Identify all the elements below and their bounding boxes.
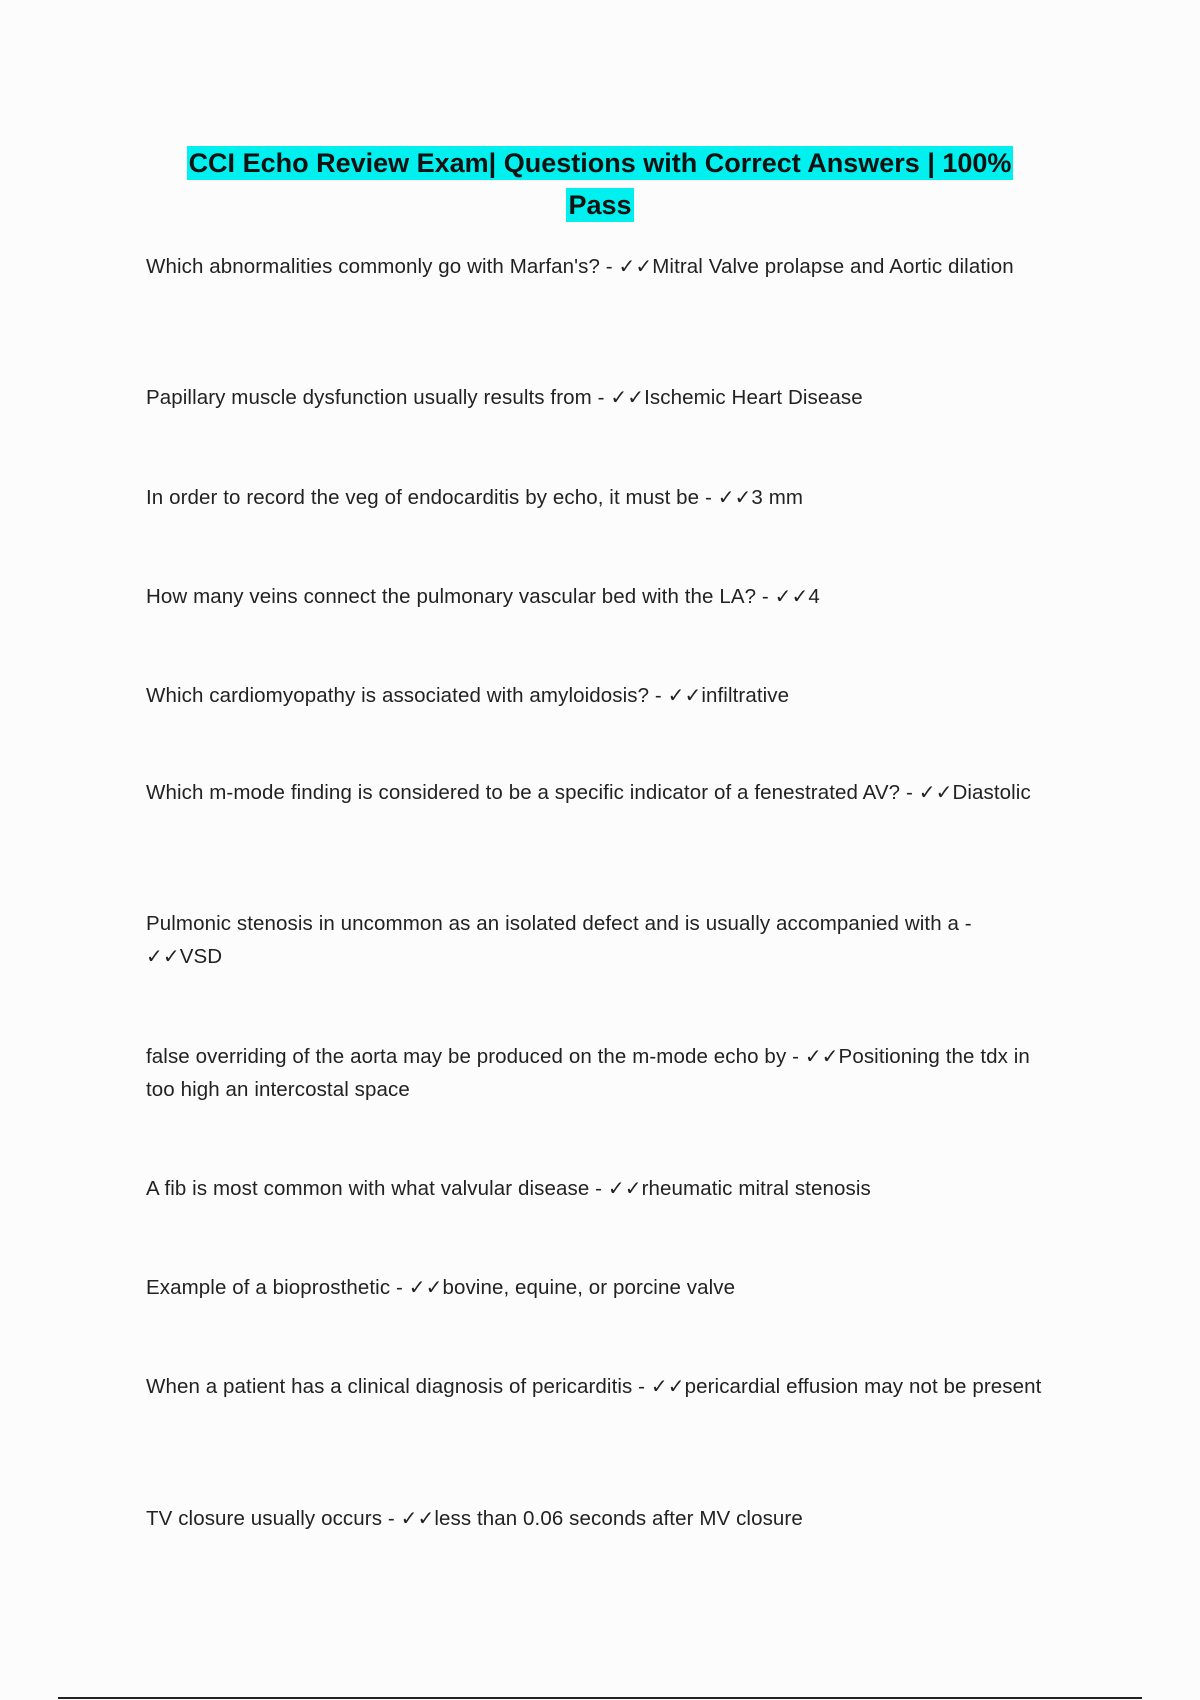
double-check-icon: ✓✓ <box>918 780 953 804</box>
question-text: false overriding of the aorta may be produced on the m-mode echo by <box>146 1045 787 1068</box>
qa-item <box>146 1040 1046 1106</box>
qa-item <box>146 1370 1046 1403</box>
qa-item <box>146 481 1046 514</box>
title-line-2: Pass <box>568 190 632 220</box>
question-text: Papillary muscle dysfunction usually results from <box>146 386 592 409</box>
answer-text: pericardial effusion may not be present <box>684 1375 1042 1398</box>
page-bottom-divider <box>58 1697 1142 1699</box>
qa-item <box>146 250 1046 283</box>
question-text: A fib is most common with what valvular disease <box>146 1177 590 1200</box>
question-text: Which m-mode finding is considered to be a specific indicator of a fenestrated AV? <box>146 781 901 804</box>
separator: - <box>600 255 619 278</box>
answer-text: less than 0.06 seconds after MV closure <box>434 1507 803 1530</box>
qa-item <box>146 381 1046 414</box>
double-check-icon: ✓✓ <box>607 1176 642 1200</box>
answer-text: Positioning the tdx in too high an intercostal space <box>146 1045 1030 1101</box>
double-check-icon: ✓✓ <box>408 1275 443 1299</box>
qa-item <box>146 1271 1046 1304</box>
qa-item <box>146 1502 1046 1535</box>
qa-item <box>146 907 1046 973</box>
answer-text: rheumatic mitral stenosis <box>641 1177 871 1200</box>
separator: - <box>589 1177 608 1200</box>
question-text: How many veins connect the pulmonary vascular bed with the LA? <box>146 585 757 608</box>
answer-text: Ischemic Heart Disease <box>644 386 863 409</box>
separator: - <box>591 386 611 409</box>
double-check-icon: ✓✓ <box>650 1374 685 1398</box>
separator: - <box>786 1045 805 1068</box>
double-check-icon: ✓✓ <box>400 1506 435 1530</box>
double-check-icon: ✓✓ <box>618 254 653 278</box>
question-text: TV closure usually occurs <box>146 1507 383 1530</box>
answer-text: Diastolic <box>952 781 1031 804</box>
question-text: Which abnormalities commonly go with Marfan's? <box>146 255 600 278</box>
answer-text: 4 <box>808 585 820 608</box>
answer-text: 3 mm <box>751 486 804 509</box>
double-check-icon: ✓✓ <box>717 485 752 509</box>
separator: - <box>632 1375 651 1398</box>
title-line-1: CCI Echo Review Exam| Questions with Correct Answers | 100% <box>188 148 1012 178</box>
separator: - <box>756 585 775 608</box>
question-text: Example of a bioprosthetic <box>146 1276 391 1299</box>
qa-item <box>146 776 1046 809</box>
double-check-icon: ✓✓ <box>774 584 809 608</box>
separator: - <box>959 912 972 935</box>
question-text: Pulmonic stenosis in uncommon as an isolated defect and is usually accompanied with a <box>146 912 959 935</box>
question-text: Which cardiomyopathy is associated with amyloidosis? <box>146 684 650 707</box>
qa-item <box>146 580 1046 613</box>
answer-text: bovine, equine, or porcine valve <box>442 1276 736 1299</box>
double-check-icon: ✓✓ <box>804 1044 839 1068</box>
separator: - <box>382 1507 401 1530</box>
question-text: In order to record the veg of endocarditis by echo, it must be <box>146 486 700 509</box>
separator: - <box>649 684 668 707</box>
separator: - <box>390 1276 409 1299</box>
double-check-icon: ✓✓ <box>667 683 702 707</box>
answer-text: infiltrative <box>701 684 790 707</box>
answer-text: Mitral Valve prolapse and Aortic dilation <box>652 255 1014 278</box>
separator: - <box>900 781 919 804</box>
separator: - <box>699 486 718 509</box>
question-text: When a patient has a clinical diagnosis of pericarditis <box>146 1375 633 1398</box>
qa-item <box>146 679 1046 712</box>
document-title <box>0 142 1200 226</box>
qa-item <box>146 1172 1046 1205</box>
double-check-icon: ✓✓ <box>610 385 645 409</box>
answer-text: VSD <box>179 945 223 968</box>
double-check-icon: ✓✓ <box>146 944 180 968</box>
